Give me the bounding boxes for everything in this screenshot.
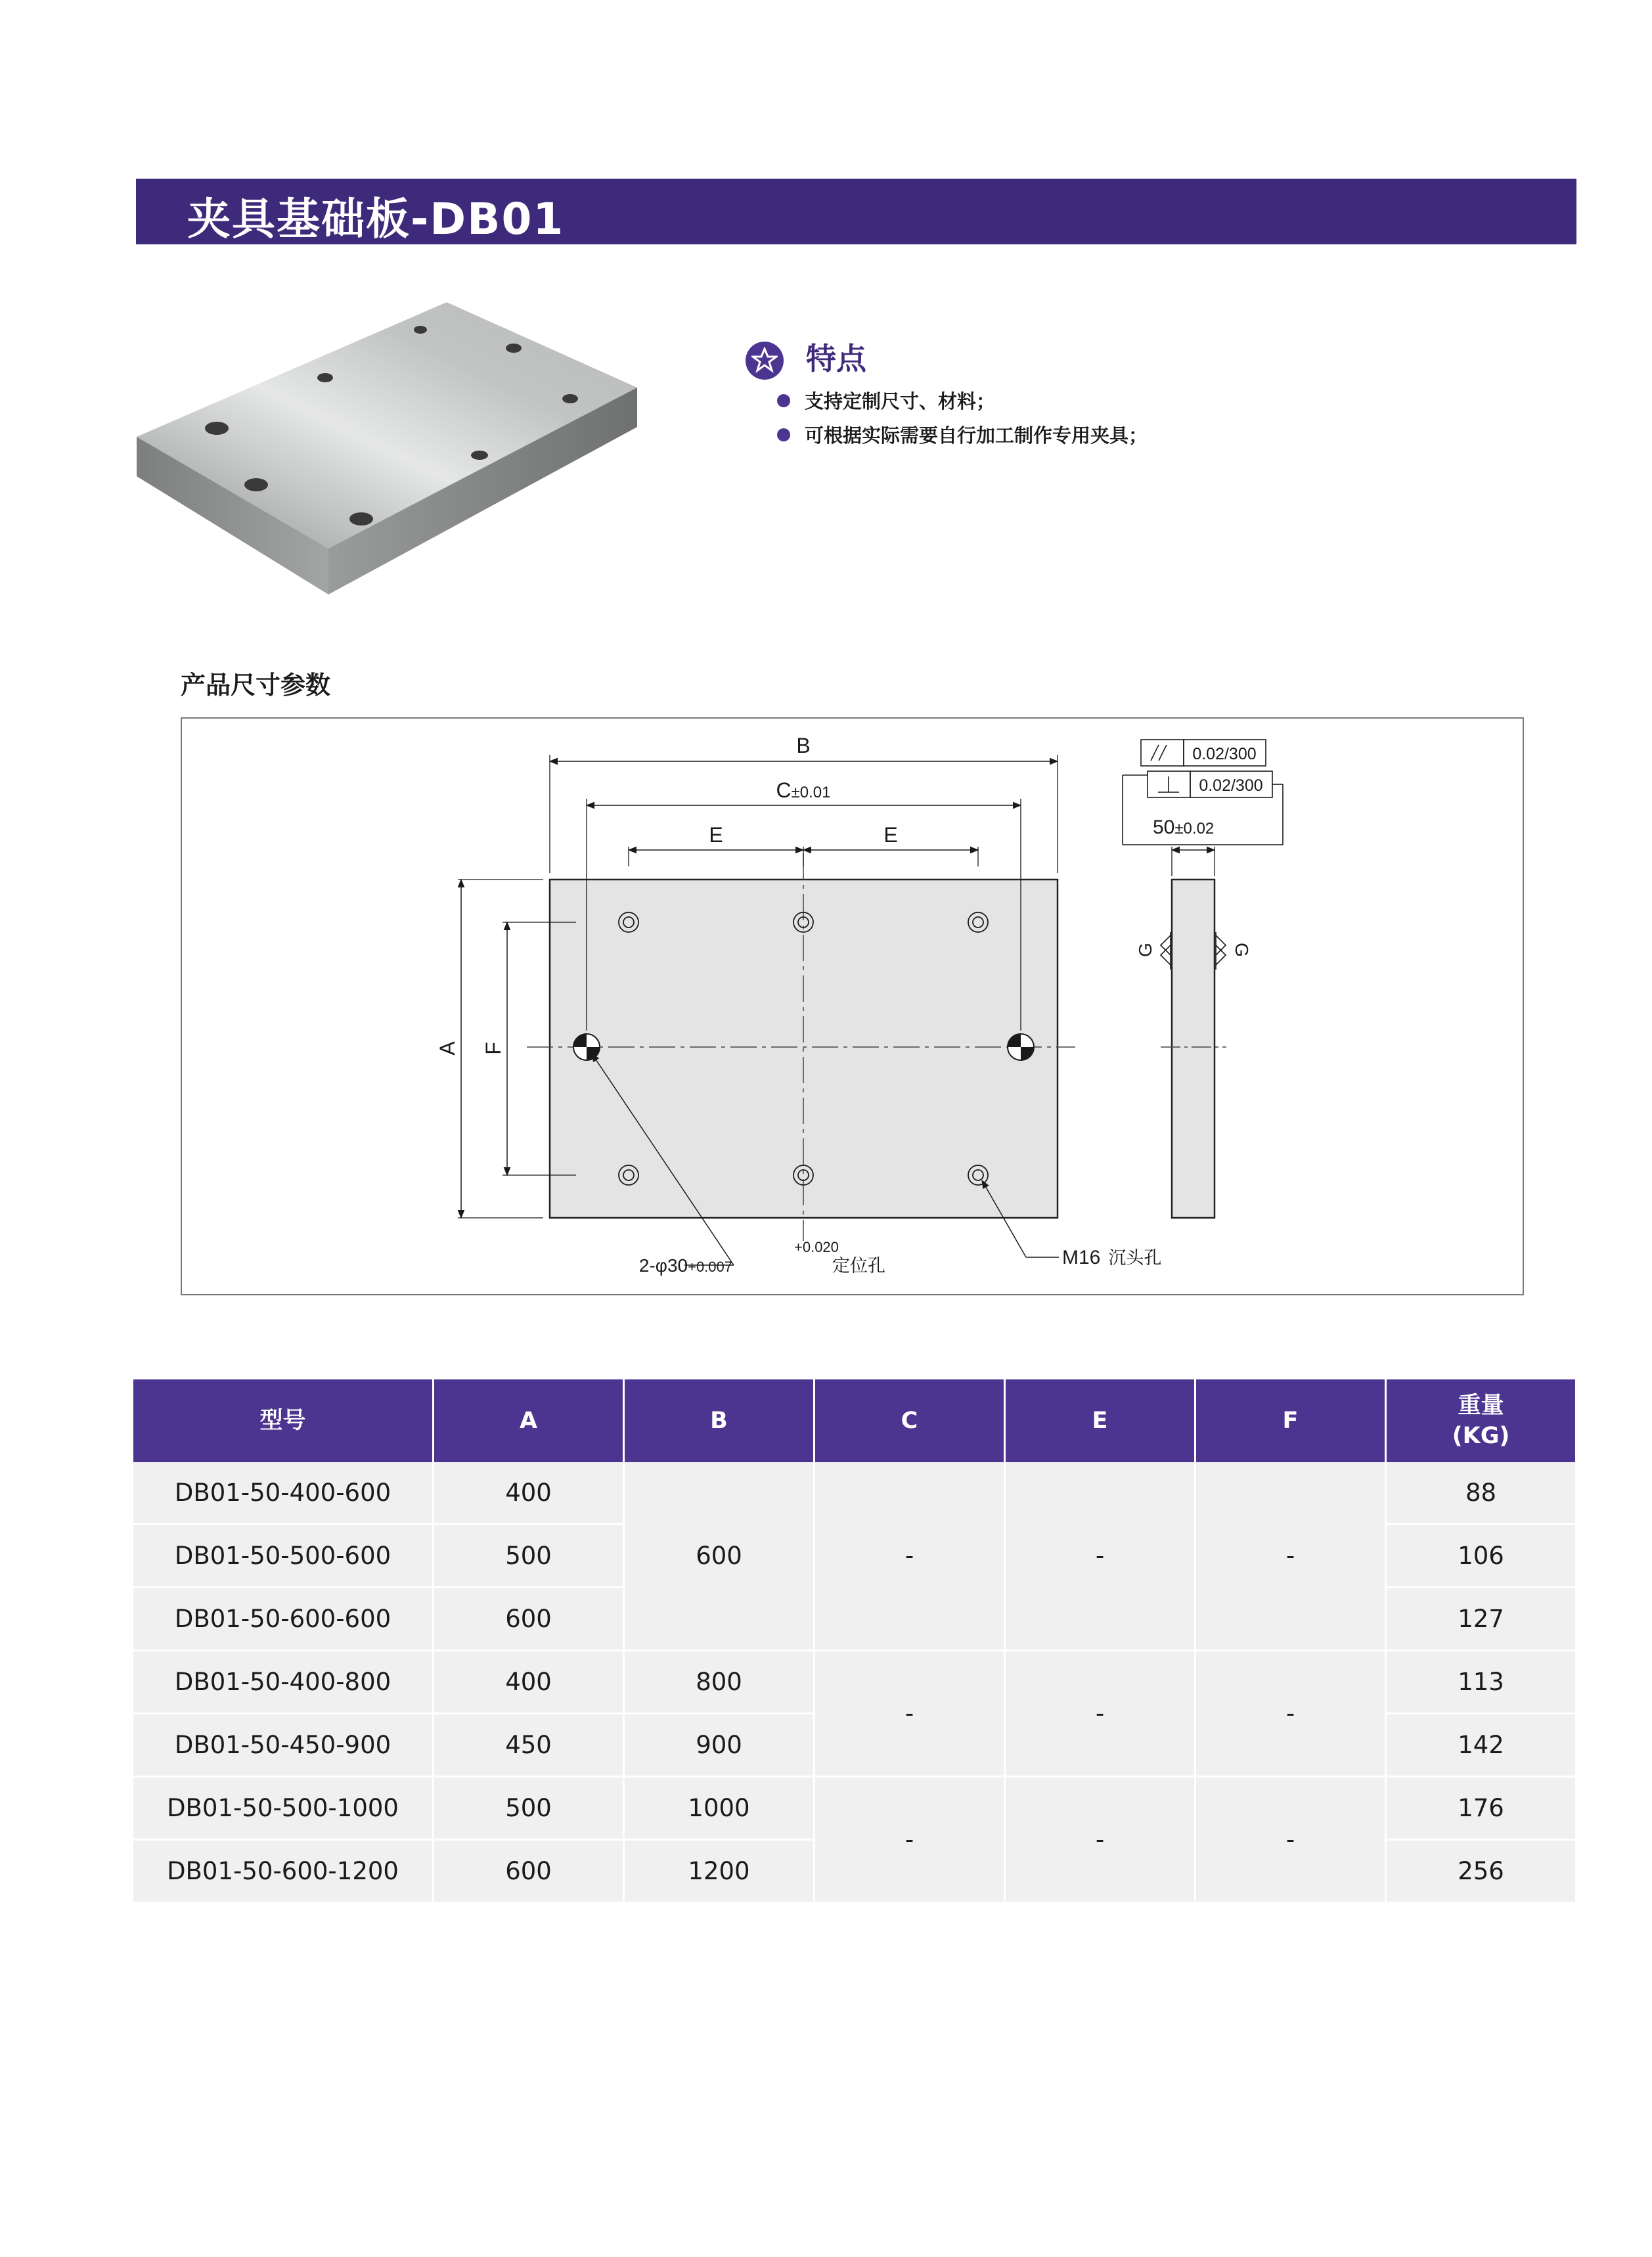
feature-item: 支持定制尺寸、材料； bbox=[777, 384, 1148, 418]
parallel-tol: 0.02/300 bbox=[1192, 745, 1257, 763]
cell-model: DB01-50-500-600 bbox=[133, 1525, 434, 1588]
cell-b: 800 bbox=[625, 1651, 815, 1714]
cell-model: DB01-50-600-1200 bbox=[133, 1841, 434, 1904]
dim-e-label: E bbox=[709, 823, 723, 847]
cell-e: - bbox=[1006, 1462, 1196, 1651]
cell-model: DB01-50-500-1000 bbox=[133, 1777, 434, 1841]
features-heading: 特点 bbox=[806, 341, 866, 376]
cell-model: DB01-50-450-900 bbox=[133, 1714, 434, 1777]
cell-f: - bbox=[1196, 1462, 1387, 1651]
dim-b-label: B bbox=[796, 734, 811, 757]
hole-tol-upper: +0.020 bbox=[794, 1239, 839, 1255]
col-header-a: A bbox=[434, 1379, 625, 1462]
dimension-drawing bbox=[181, 717, 1524, 1295]
dim-f-label: F bbox=[481, 1042, 505, 1055]
cell-weight: 142 bbox=[1387, 1714, 1575, 1777]
cell-weight: 106 bbox=[1387, 1525, 1575, 1588]
surface-g-left: G bbox=[1135, 943, 1155, 957]
dim-a-label: A bbox=[435, 1041, 459, 1056]
cell-b: 1000 bbox=[625, 1777, 815, 1841]
table-row bbox=[133, 1777, 1575, 1841]
col-header-b: B bbox=[625, 1379, 815, 1462]
cell-f: - bbox=[1196, 1777, 1387, 1904]
table-header-row bbox=[133, 1379, 1575, 1462]
section-label: 产品尺寸参数 bbox=[181, 671, 331, 700]
perp-tol: 0.02/300 bbox=[1199, 776, 1263, 795]
cell-a: 600 bbox=[434, 1841, 625, 1904]
cell-weight: 88 bbox=[1387, 1462, 1575, 1525]
cell-weight: 113 bbox=[1387, 1651, 1575, 1714]
table-row bbox=[133, 1462, 1575, 1525]
cell-model: DB01-50-400-600 bbox=[133, 1462, 434, 1525]
cell-a: 400 bbox=[434, 1651, 625, 1714]
cell-b: 900 bbox=[625, 1714, 815, 1777]
hole-desc: 定位孔 bbox=[832, 1256, 885, 1276]
col-header-model: 型号 bbox=[133, 1379, 434, 1462]
cell-model: DB01-50-600-600 bbox=[133, 1588, 434, 1651]
hole-callout: 2-φ30+0.007 bbox=[638, 1255, 732, 1276]
product-image bbox=[131, 296, 644, 624]
dim-c-label: C±0.01 bbox=[776, 778, 831, 802]
cell-weight: 256 bbox=[1387, 1841, 1575, 1904]
col-header-weight: 重量 (KG) bbox=[1387, 1379, 1575, 1462]
cell-a: 400 bbox=[434, 1462, 625, 1525]
cell-model: DB01-50-400-800 bbox=[133, 1651, 434, 1714]
cell-c: - bbox=[815, 1777, 1006, 1904]
cell-a: 600 bbox=[434, 1588, 625, 1651]
cell-b: 600 bbox=[625, 1462, 815, 1651]
surface-g-right: G bbox=[1232, 943, 1252, 957]
col-header-f: F bbox=[1196, 1379, 1387, 1462]
title-bar bbox=[136, 179, 1576, 244]
thread-callout: M16 沉头孔 bbox=[1062, 1247, 1162, 1268]
spec-table bbox=[133, 1379, 1575, 1904]
table-row bbox=[133, 1651, 1575, 1714]
cell-weight: 127 bbox=[1387, 1588, 1575, 1651]
cell-c: - bbox=[815, 1651, 1006, 1777]
cell-a: 500 bbox=[434, 1525, 625, 1588]
feature-item: 可根据实际需要自行加工制作专用夹具； bbox=[777, 418, 1148, 453]
star-icon bbox=[746, 342, 784, 380]
cell-a: 450 bbox=[434, 1714, 625, 1777]
cell-e: - bbox=[1006, 1651, 1196, 1777]
thickness-label: 50±0.02 bbox=[1153, 816, 1215, 838]
page-title: 夹具基础板-DB01 bbox=[187, 194, 565, 244]
cell-b: 1200 bbox=[625, 1841, 815, 1904]
cell-e: - bbox=[1006, 1777, 1196, 1904]
col-header-c: C bbox=[815, 1379, 1006, 1462]
cell-weight: 176 bbox=[1387, 1777, 1575, 1841]
technical-drawing bbox=[182, 719, 1525, 1297]
side-view bbox=[1172, 880, 1215, 1218]
cell-f: - bbox=[1196, 1651, 1387, 1777]
cell-a: 500 bbox=[434, 1777, 625, 1841]
dim-e-label: E bbox=[883, 823, 898, 847]
cell-c: - bbox=[815, 1462, 1006, 1651]
col-header-e: E bbox=[1006, 1379, 1196, 1462]
features-list bbox=[777, 384, 1148, 453]
